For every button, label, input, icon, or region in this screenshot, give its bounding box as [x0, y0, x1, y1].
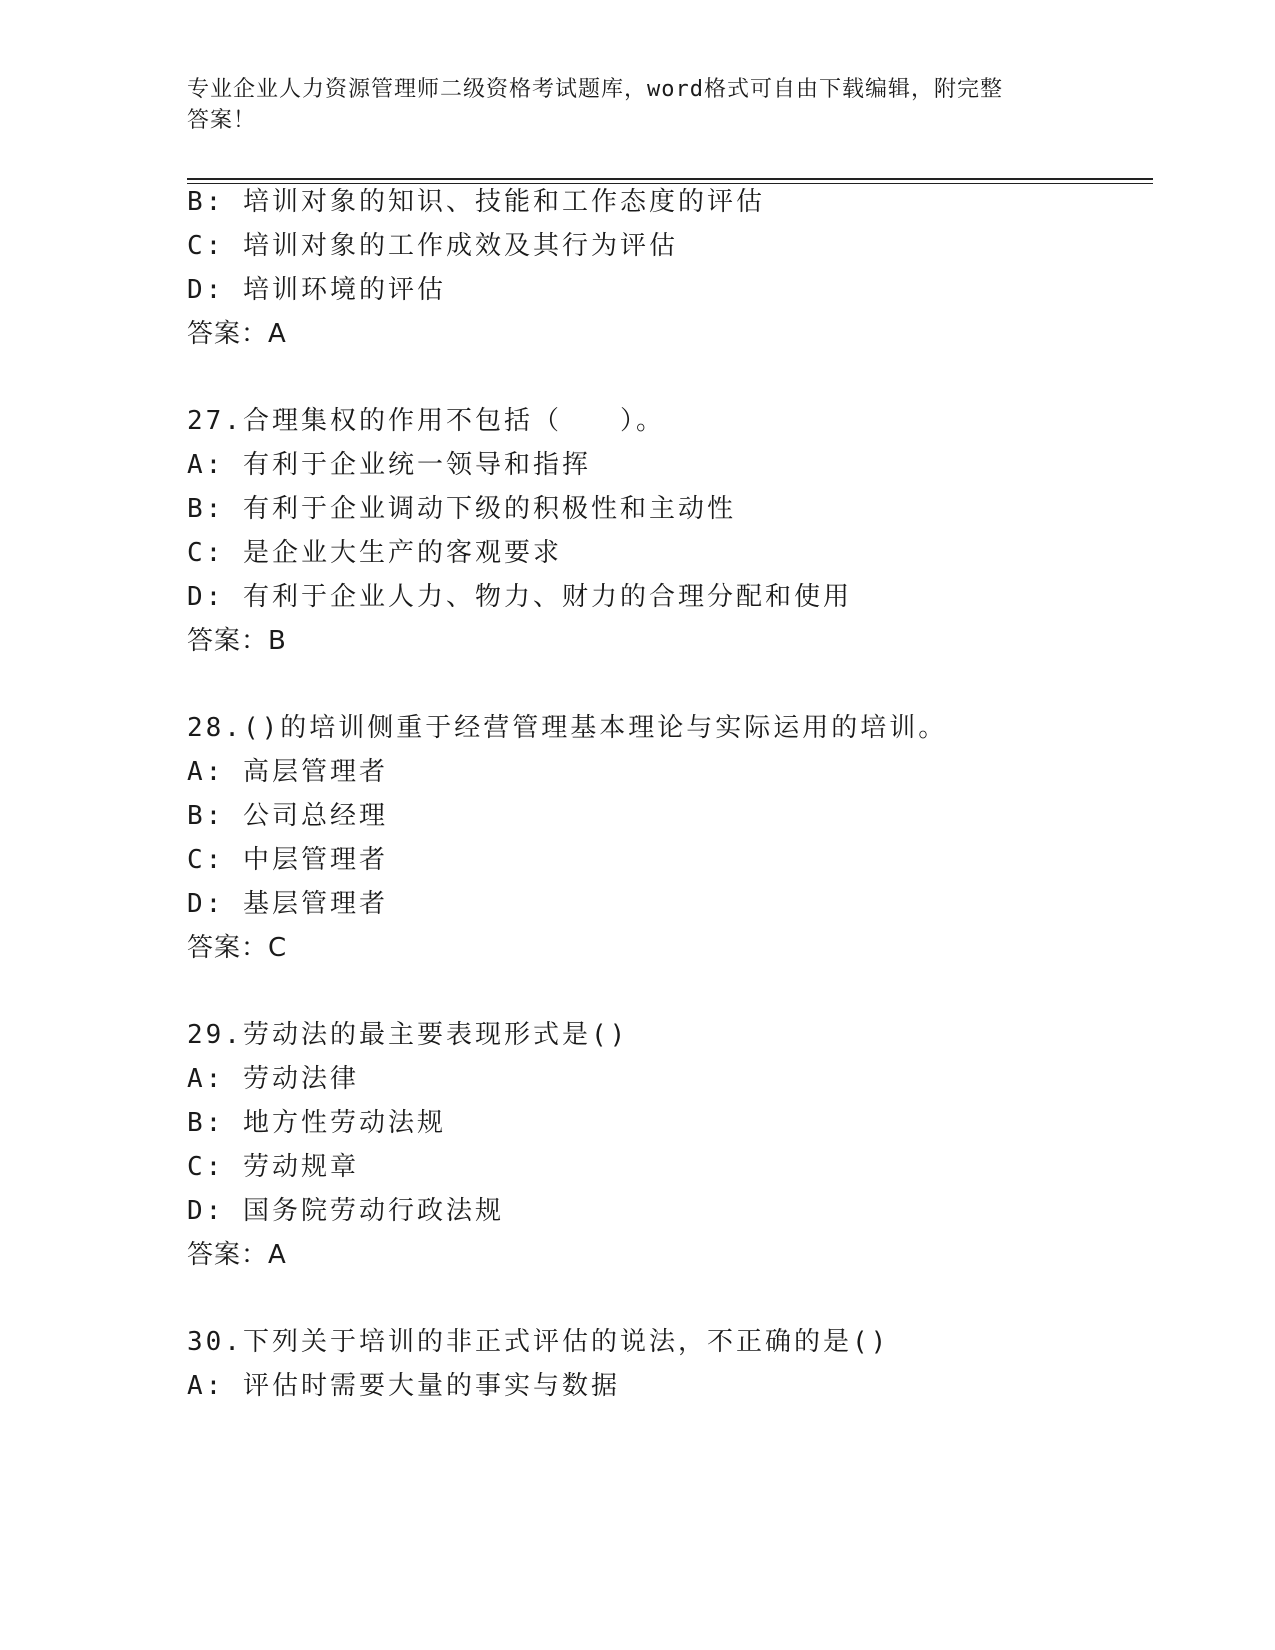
document-header	[187, 74, 1087, 136]
question-27-option-b: B: 有利于企业调动下级的积极性和主动性	[187, 494, 736, 524]
header-line-2: 答案！	[187, 108, 257, 133]
question-29-option-d: D: 国务院劳动行政法规	[187, 1196, 504, 1226]
question-30-option-a: A: 评估时需要大量的事实与数据	[187, 1371, 620, 1401]
question-28-option-c: C: 中层管理者	[187, 845, 388, 875]
question-28-option-d: D: 基层管理者	[187, 889, 388, 919]
question-27-option-d: D: 有利于企业人力、物力、财力的合理分配和使用	[187, 582, 852, 612]
question-27-option-a: A: 有利于企业统一领导和指挥	[187, 450, 591, 480]
question-27-stem: 27.合理集权的作用不包括（ ）。	[187, 406, 665, 436]
question-30-stem: 30.下列关于培训的非正式评估的说法，不正确的是()	[187, 1327, 890, 1357]
option-c: C: 培训对象的工作成效及其行为评估	[187, 231, 678, 261]
header-rule-thin	[187, 183, 1153, 184]
question-28-option-a: A: 高层管理者	[187, 757, 388, 787]
question-27-answer: 答案：B	[187, 626, 287, 656]
answer-label: 答案：A	[187, 319, 287, 349]
question-29-answer: 答案：A	[187, 1240, 287, 1270]
question-28-stem: 28.()的培训侧重于经营管理基本理论与实际运用的培训。	[187, 713, 948, 743]
header-rule-thick	[187, 178, 1153, 180]
question-28-answer: 答案：C	[187, 933, 288, 963]
question-29-stem: 29.劳动法的最主要表现形式是()	[187, 1020, 629, 1050]
header-line-1: 专业企业人力资源管理师二级资格考试题库，word格式可自由下载编辑，附完整	[187, 77, 1003, 102]
option-b: B: 培训对象的知识、技能和工作态度的评估	[187, 187, 765, 217]
question-29-option-c: C: 劳动规章	[187, 1152, 359, 1182]
question-29-option-a: A: 劳动法律	[187, 1064, 359, 1094]
question-29-option-b: B: 地方性劳动法规	[187, 1108, 446, 1138]
question-28-option-b: B: 公司总经理	[187, 801, 388, 831]
question-27-option-c: C: 是企业大生产的客观要求	[187, 538, 562, 568]
option-d: D: 培训环境的评估	[187, 275, 446, 305]
